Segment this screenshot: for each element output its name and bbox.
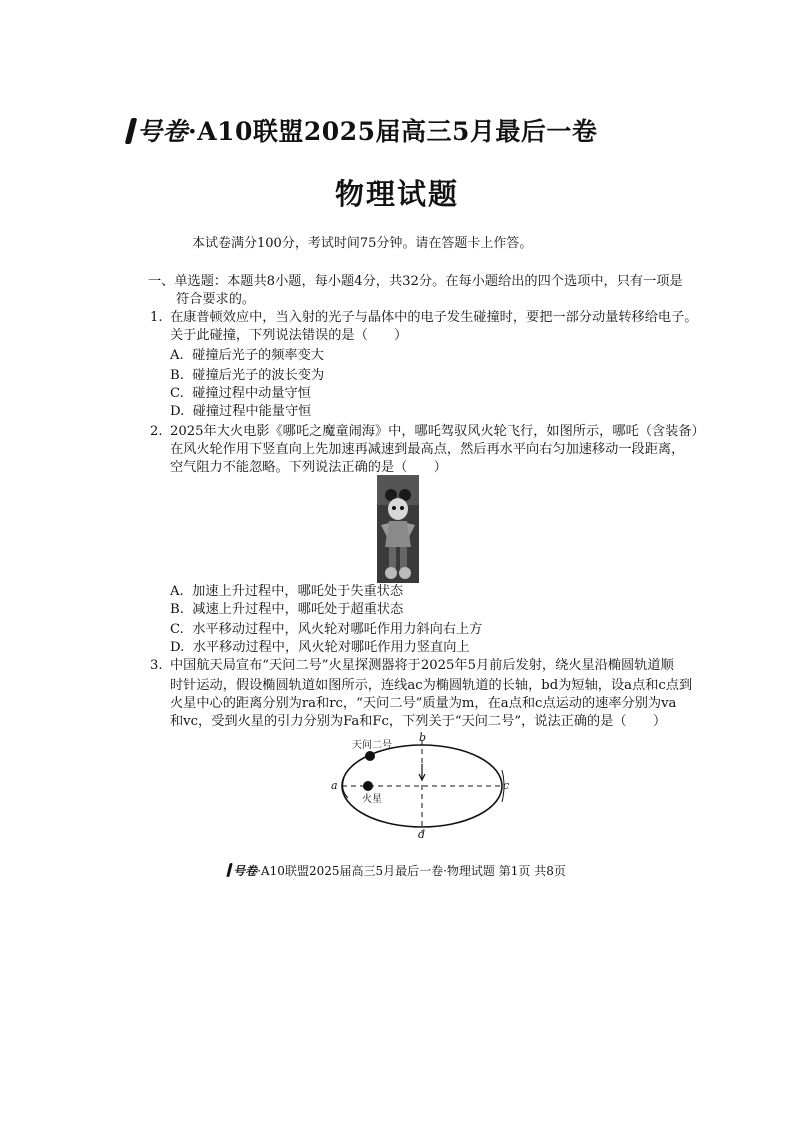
question-3-stem: 中国航天局宣布“天问二号”火星探测器将于2025年5月前后发射，绕火星沿椭圆轨道顺 bbox=[170, 658, 674, 673]
question-2-stem-cont2: 空气阻力不能忽略。下列说法正确的是（ ） bbox=[170, 460, 447, 475]
question-2-number: 2. bbox=[150, 424, 163, 439]
option-text: 减速上升过程中，哪吒处于超重状态 bbox=[192, 602, 404, 617]
question-1-option-d bbox=[170, 402, 311, 422]
footer-brand: 号卷 bbox=[233, 864, 258, 878]
option-text: 加速上升过程中，哪吒处于失重状态 bbox=[192, 584, 404, 599]
point-a-label: a bbox=[331, 779, 338, 792]
option-text: 碰撞后光子的波长变为 bbox=[192, 368, 325, 383]
question-2-option-a bbox=[170, 582, 403, 602]
probe-label: 天问二号 bbox=[352, 740, 392, 751]
exam-header bbox=[128, 112, 597, 148]
question-3-stem-cont: 时针运动，假设椭圆轨道如图所示，连线ac为椭圆轨道的长轴，bd为短轴，设a点和c点到 bbox=[170, 678, 693, 693]
question-1-option-a bbox=[170, 346, 324, 366]
exam-series-title: ·A10联盟2025届高三5月最后一卷 bbox=[188, 117, 598, 146]
question-3-number: 3. bbox=[150, 658, 163, 673]
option-text: 碰撞后光子的频率变大 bbox=[192, 348, 324, 363]
option-label: C. bbox=[170, 386, 184, 401]
brand-name: 号卷 bbox=[137, 117, 189, 146]
question-1-stem: 在康普顿效应中，当入射的光子与晶体中的电子发生碰撞时，要把一部分动量转移给电子。 bbox=[170, 310, 698, 325]
option-text: 碰撞过程中动量守恒 bbox=[192, 386, 311, 401]
option-text: 水平移动过程中，风火轮对哪吒作用力竖直向上 bbox=[192, 640, 470, 655]
question-3-stem-cont2: 火星中心的距离分别为ra和rc，“天问二号”质量为m，在a点和c点运动的速率分别为va bbox=[170, 696, 677, 711]
footer-text: ·A10联盟2025届高三5月最后一卷·物理试题 第1页 共8页 bbox=[257, 864, 566, 878]
page-footer bbox=[0, 862, 794, 879]
question-2-option-c bbox=[170, 620, 482, 640]
nezha-figure-image bbox=[377, 475, 419, 583]
point-b-label: b bbox=[419, 731, 427, 744]
page-title: 物理试题 bbox=[334, 177, 459, 211]
question-1-number: 1. bbox=[150, 310, 163, 325]
option-text: 水平移动过程中，风火轮对哪吒作用力斜向右上方 bbox=[192, 622, 483, 637]
question-3-stem-cont3: 和vc，受到火星的引力分别为Fa和Fc，下列关于“天问二号”，说法正确的是（ ） bbox=[170, 714, 667, 729]
brand-logo-icon bbox=[125, 118, 137, 144]
point-d-label: d bbox=[418, 828, 426, 841]
question-2-option-b bbox=[170, 600, 403, 620]
point-c-label: c bbox=[503, 779, 510, 792]
question-2-stem-cont: 在风火轮作用下竖直向上先加速再减速到最高点，然后再水平向右匀加速移动一段距离， bbox=[170, 442, 685, 457]
option-label: B. bbox=[170, 602, 184, 617]
mars-label: 火星 bbox=[362, 794, 382, 805]
question-1-option-c bbox=[170, 384, 311, 404]
question-2-stem: 2025年大火电影《哪吒之魔童闹海》中，哪吒驾驭风火轮飞行，如图所示，哪吒（含装备） bbox=[170, 424, 705, 439]
question-1-option-b bbox=[170, 366, 324, 386]
option-label: A. bbox=[170, 584, 184, 599]
option-label: D. bbox=[170, 640, 185, 655]
option-label: A. bbox=[170, 348, 184, 363]
option-label: B. bbox=[170, 368, 184, 383]
question-1-stem-cont: 关于此碰撞，下列说法错误的是（ ） bbox=[170, 328, 408, 343]
question-2-option-d bbox=[170, 638, 470, 658]
section-heading: 一、单选题：本题共8小题，每小题4分，共32分。在每小题给出的四个选项中，只有一项是 bbox=[148, 274, 683, 289]
option-text: 碰撞过程中能量守恒 bbox=[192, 404, 312, 419]
exam-note: 本试卷满分100分，考试时间75分钟。请在答题卡上作答。 bbox=[192, 236, 533, 251]
option-label: D. bbox=[170, 404, 185, 419]
section-heading-cont: 符合要求的。 bbox=[176, 292, 256, 307]
probe-icon bbox=[365, 751, 375, 761]
nezha-illustration-icon bbox=[377, 475, 419, 583]
option-label: C. bbox=[170, 622, 184, 637]
footer-brand-logo-icon bbox=[226, 863, 232, 877]
